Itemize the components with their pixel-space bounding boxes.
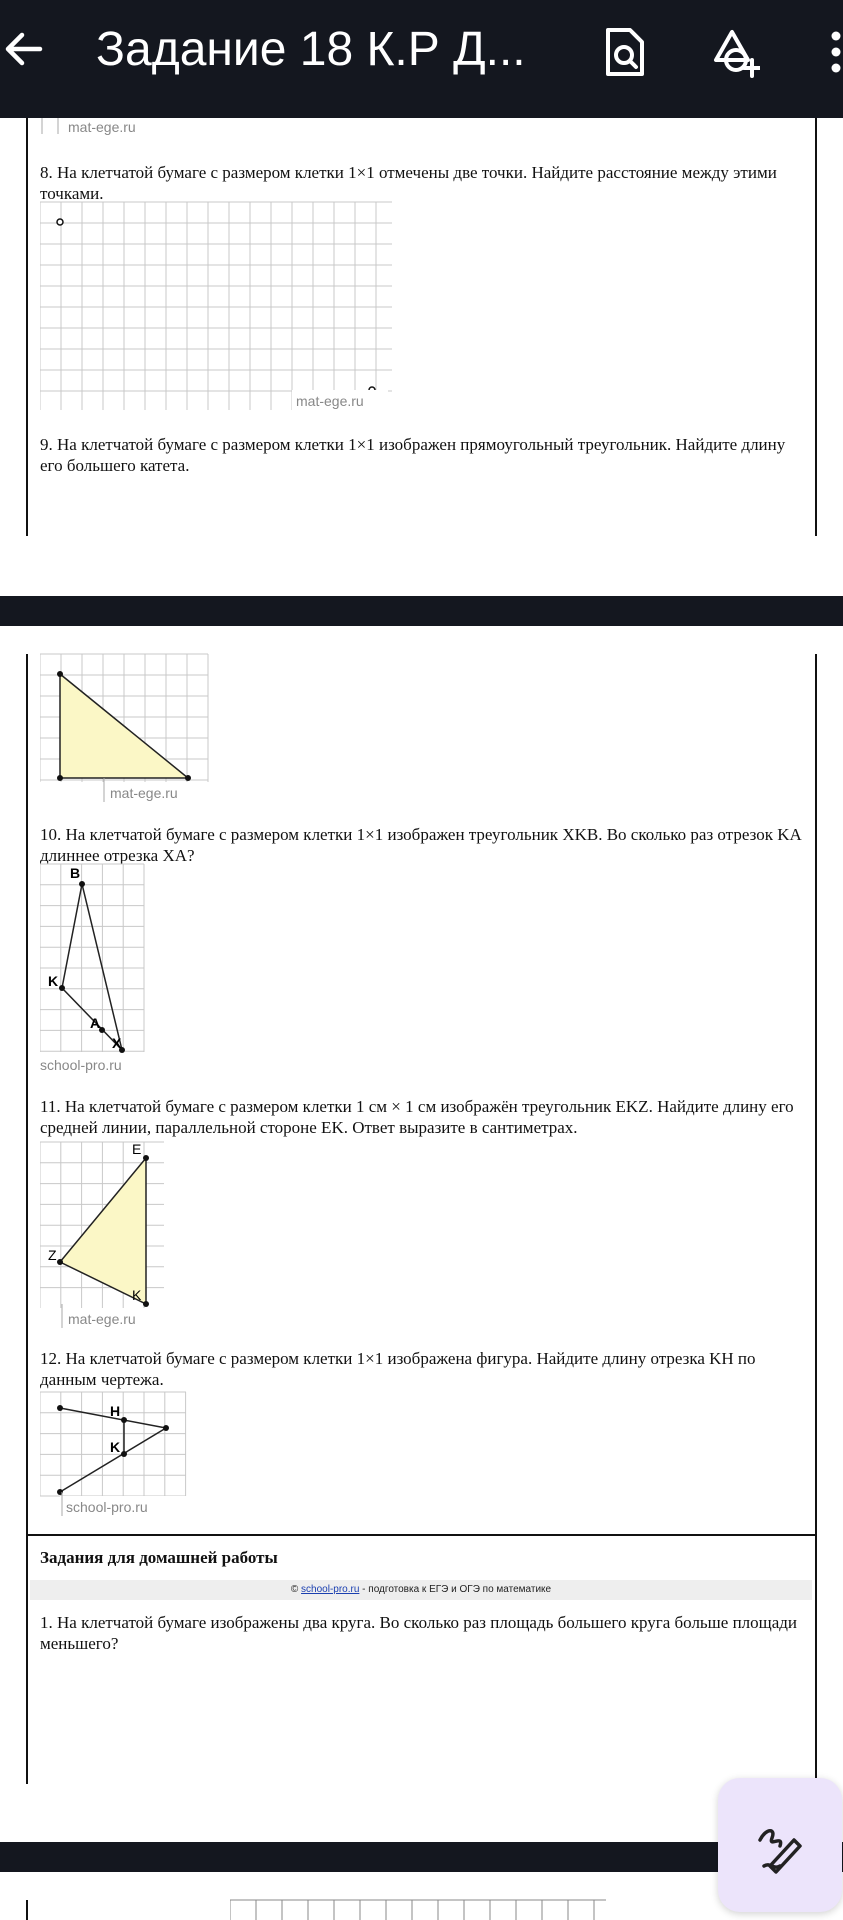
page-border-left [26, 118, 28, 536]
page2-border-right [815, 654, 817, 1784]
more-vert-icon[interactable] [820, 26, 843, 78]
question-8-watermark: mat-ege.ru [296, 393, 364, 409]
question-10-figure [40, 862, 160, 1074]
label-z: Z [48, 1247, 57, 1263]
label-h: H [110, 1403, 121, 1419]
copyright-mark: © [290, 1584, 302, 1595]
pen-scribble-icon [754, 1822, 806, 1874]
svg-text:mat-ege.ru: mat-ege.ru [68, 119, 136, 135]
question-11-text: 11. На клетчатой бумаге с размером клетки 1 см × 1 см изображён треугольник EKZ. Найдите длину его средней линии, параллельной стороне EK. Ответ выразите в сантиметрах. [40, 1097, 794, 1137]
shapes-add-icon[interactable] [712, 26, 760, 78]
question-12-watermark: school-pro.ru [66, 1499, 148, 1515]
section-divider [26, 1534, 817, 1536]
document-search-icon[interactable] [600, 26, 648, 78]
annotate-button[interactable] [718, 1778, 842, 1912]
question-12-figure [40, 1390, 200, 1520]
question-8-grid [40, 200, 400, 416]
page3-table-top [230, 1898, 610, 1920]
point-a [57, 219, 63, 225]
page-separator [0, 596, 843, 626]
question-12-text: 12. На клетчатой бумаге с размером клетки 1×1 изображена фигура. Найдите длину отрезка KH по данным чертежа. [40, 1349, 756, 1389]
document-title: Задание 18 К.Р Д... [96, 23, 526, 76]
label-k3: K [110, 1439, 121, 1455]
page-separator-2 [0, 1842, 843, 1872]
homework-question-1-text: 1. На клетчатой бумаге изображены два круга. Во сколько раз площадь большего круга больше площади меньшего? [40, 1613, 798, 1653]
label-x: X [112, 1035, 122, 1051]
question-9-figure [40, 652, 220, 804]
question-10-watermark: school-pro.ru [40, 1057, 122, 1073]
back-arrow-icon[interactable] [0, 22, 54, 76]
footer-text: - подготовка к ЕГЭ и ОГЭ по математике [359, 1584, 552, 1595]
question-11-watermark: mat-ege.ru [68, 1311, 136, 1327]
app-bar [0, 0, 843, 118]
question-9-watermark: mat-ege.ru [110, 785, 178, 801]
top-watermark [30, 118, 180, 140]
homework-title: Задания для домашней работы [40, 1548, 278, 1567]
page-gap [0, 536, 843, 596]
label-e: E [132, 1141, 142, 1157]
footer-link[interactable]: school-pro.ru [301, 1584, 360, 1595]
footer-strip [30, 1580, 812, 1600]
question-8-text: 8. На клетчатой бумаге с размером клетки 1×1 отмечены две точки. Найдите расстояние между этими точками. [40, 163, 777, 203]
page2-border-left [26, 654, 28, 1784]
page3-border-left [26, 1900, 28, 1920]
question-10-text: 10. На клетчатой бумаге с размером клетки 1×1 изображен треугольник XKB. Во сколько раз отрезок KA длиннее отрезка XA? [40, 825, 801, 865]
page-border-right [815, 118, 817, 536]
label-b: B [70, 865, 81, 881]
label-k2: K [132, 1287, 142, 1303]
label-a: A [90, 1015, 101, 1031]
label-k: K [48, 973, 59, 989]
question-11-figure [40, 1140, 170, 1330]
question-9-text: 9. На клетчатой бумаге с размером клетки 1×1 изображен прямоугольный треугольник. Найдите длину его большего катета. [40, 435, 786, 475]
